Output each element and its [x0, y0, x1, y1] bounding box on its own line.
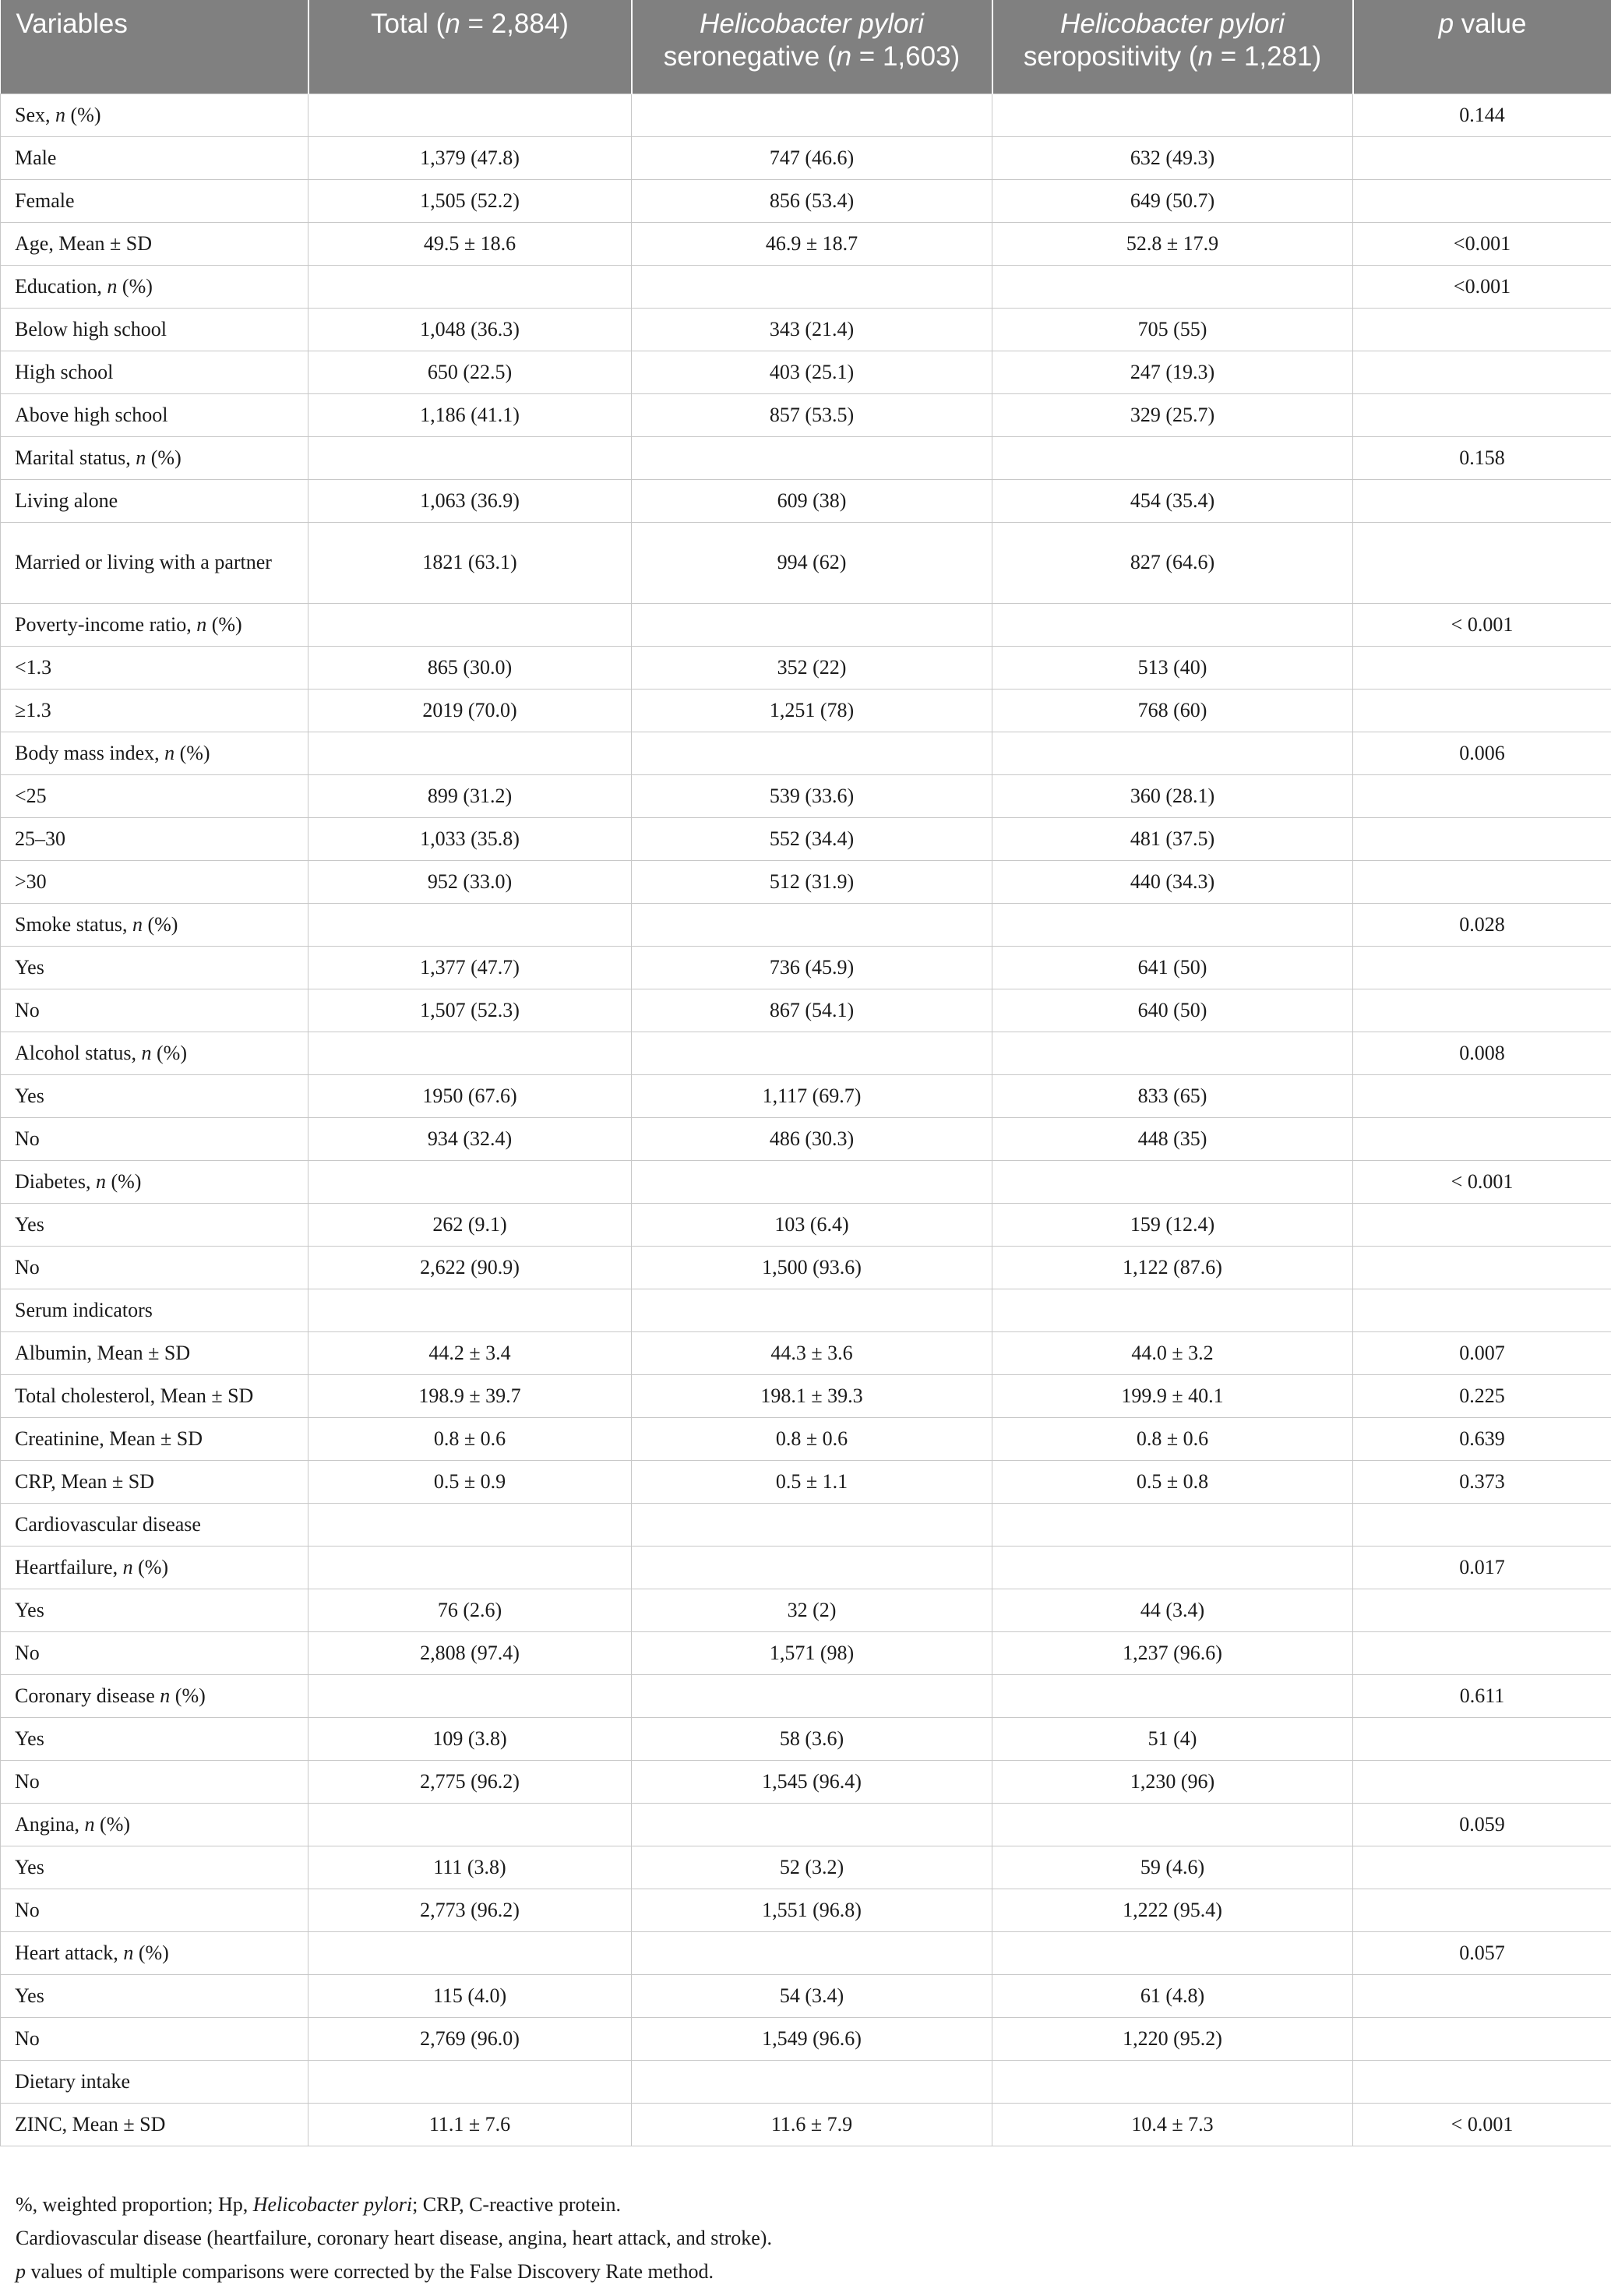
p-value-cell — [1353, 1503, 1611, 1546]
total-cell: 2,775 (96.2) — [308, 1760, 632, 1803]
p-value-cell — [1353, 1117, 1611, 1160]
p-value-cell: 0.225 — [1353, 1374, 1611, 1417]
variable-label: Diabetes, n (%) — [1, 1160, 308, 1203]
total-cell — [308, 1289, 632, 1331]
p-value-cell: 0.144 — [1353, 93, 1611, 136]
variable-label: Below high school — [1, 308, 308, 351]
seropositivity-cell: 247 (19.3) — [992, 351, 1353, 393]
table-row — [1, 1803, 1611, 1846]
variable-label: High school — [1, 351, 308, 393]
total-cell: 2,773 (96.2) — [308, 1889, 632, 1931]
p-value-cell: < 0.001 — [1353, 2103, 1611, 2146]
table-row — [1, 2103, 1611, 2146]
seropositivity-cell: 1,222 (95.4) — [992, 1889, 1353, 1931]
seropositivity-cell: 448 (35) — [992, 1117, 1353, 1160]
seronegative-cell: 1,551 (96.8) — [632, 1889, 992, 1931]
seropositivity-cell: 52.8 ± 17.9 — [992, 222, 1353, 265]
total-cell — [308, 436, 632, 479]
total-cell: 0.8 ± 0.6 — [308, 1417, 632, 1460]
table-row — [1, 522, 1611, 603]
total-cell — [308, 1803, 632, 1846]
footnotes — [16, 2188, 772, 2288]
seropositivity-cell — [992, 2060, 1353, 2103]
table-row — [1, 1117, 1611, 1160]
seropositivity-cell: 51 (4) — [992, 1717, 1353, 1760]
table-row — [1, 989, 1611, 1032]
p-value-cell: 0.059 — [1353, 1803, 1611, 1846]
seropositivity-cell: 360 (28.1) — [992, 774, 1353, 817]
table-row — [1, 93, 1611, 136]
seronegative-cell: 1,549 (96.6) — [632, 2017, 992, 2060]
p-value-cell — [1353, 2060, 1611, 2103]
seropositivity-cell: 199.9 ± 40.1 — [992, 1374, 1353, 1417]
total-cell: 2019 (70.0) — [308, 689, 632, 732]
variable-label: Poverty-income ratio, n (%) — [1, 603, 308, 646]
header-variables: Variables — [1, 0, 308, 93]
total-cell: 76 (2.6) — [308, 1589, 632, 1631]
seropositivity-cell: 0.8 ± 0.6 — [992, 1417, 1353, 1460]
table-row — [1, 1503, 1611, 1546]
p-value-cell — [1353, 393, 1611, 436]
seropositivity-cell: 44.0 ± 3.2 — [992, 1331, 1353, 1374]
seropositivity-cell: 649 (50.7) — [992, 179, 1353, 222]
seropositivity-cell: 768 (60) — [992, 689, 1353, 732]
p-value-cell — [1353, 1631, 1611, 1674]
total-cell: 1,033 (35.8) — [308, 817, 632, 860]
variable-label: No — [1, 1117, 308, 1160]
seronegative-cell: 1,117 (69.7) — [632, 1074, 992, 1117]
variable-label: Serum indicators — [1, 1289, 308, 1331]
p-value-cell — [1353, 179, 1611, 222]
header-seropositivity: Helicobacter pylori seropositivity (n = 1,281) — [992, 0, 1353, 93]
total-cell — [308, 732, 632, 774]
table-row — [1, 136, 1611, 179]
seronegative-cell: 552 (34.4) — [632, 817, 992, 860]
seropositivity-cell — [992, 1032, 1353, 1074]
total-cell: 111 (3.8) — [308, 1846, 632, 1889]
table-row — [1, 1246, 1611, 1289]
total-cell: 262 (9.1) — [308, 1203, 632, 1246]
table-row — [1, 351, 1611, 393]
table-row — [1, 603, 1611, 646]
seronegative-cell — [632, 1803, 992, 1846]
table-row — [1, 1589, 1611, 1631]
variable-label: Living alone — [1, 479, 308, 522]
p-value-cell: < 0.001 — [1353, 603, 1611, 646]
total-cell — [308, 1546, 632, 1589]
variable-label: Yes — [1, 946, 308, 989]
variable-label: Sex, n (%) — [1, 93, 308, 136]
p-value-cell — [1353, 1889, 1611, 1931]
seronegative-cell: 736 (45.9) — [632, 946, 992, 989]
total-cell — [308, 603, 632, 646]
total-cell: 1,507 (52.3) — [308, 989, 632, 1032]
total-cell: 49.5 ± 18.6 — [308, 222, 632, 265]
table-row — [1, 393, 1611, 436]
p-value-cell — [1353, 308, 1611, 351]
seropositivity-cell: 159 (12.4) — [992, 1203, 1353, 1246]
table-row — [1, 2017, 1611, 2060]
table-row — [1, 1203, 1611, 1246]
seropositivity-cell: 59 (4.6) — [992, 1846, 1353, 1889]
p-value-cell — [1353, 2017, 1611, 2060]
p-value-cell — [1353, 774, 1611, 817]
table-row — [1, 265, 1611, 308]
table-row — [1, 1631, 1611, 1674]
seronegative-cell: 58 (3.6) — [632, 1717, 992, 1760]
total-cell: 1,505 (52.2) — [308, 179, 632, 222]
p-value-cell — [1353, 1203, 1611, 1246]
table-row — [1, 1074, 1611, 1117]
seronegative-cell: 11.6 ± 7.9 — [632, 2103, 992, 2146]
p-value-cell: 0.028 — [1353, 903, 1611, 946]
total-cell: 934 (32.4) — [308, 1117, 632, 1160]
variable-label: Dietary intake — [1, 2060, 308, 2103]
total-cell: 2,622 (90.9) — [308, 1246, 632, 1289]
p-value-cell — [1353, 646, 1611, 689]
seropositivity-cell — [992, 1931, 1353, 1974]
header-seronegative: Helicobacter pylori seronegative (n = 1,603) — [632, 0, 992, 93]
variable-label: Yes — [1, 1203, 308, 1246]
table-row — [1, 1974, 1611, 2017]
seropositivity-cell — [992, 732, 1353, 774]
seropositivity-cell: 833 (65) — [992, 1074, 1353, 1117]
seropositivity-cell: 0.5 ± 0.8 — [992, 1460, 1353, 1503]
seronegative-cell: 856 (53.4) — [632, 179, 992, 222]
seronegative-cell — [632, 1546, 992, 1589]
variable-label: Heartfailure, n (%) — [1, 1546, 308, 1589]
table-row — [1, 179, 1611, 222]
variable-label: Alcohol status, n (%) — [1, 1032, 308, 1074]
p-value-cell — [1353, 1589, 1611, 1631]
seronegative-cell: 486 (30.3) — [632, 1117, 992, 1160]
variable-label: No — [1, 2017, 308, 2060]
footnote-fdr: p values of multiple comparisons were corrected by the False Discovery Rate method. — [16, 2260, 714, 2283]
variable-label: No — [1, 989, 308, 1032]
seropositivity-cell: 1,237 (96.6) — [992, 1631, 1353, 1674]
variable-label: ZINC, Mean ± SD — [1, 2103, 308, 2146]
p-value-cell: 0.017 — [1353, 1546, 1611, 1589]
total-cell: 1821 (63.1) — [308, 522, 632, 603]
variable-label: No — [1, 1246, 308, 1289]
total-cell: 2,769 (96.0) — [308, 2017, 632, 2060]
variable-label: Coronary disease n (%) — [1, 1674, 308, 1717]
table-row — [1, 2060, 1611, 2103]
table-row — [1, 946, 1611, 989]
table-row — [1, 436, 1611, 479]
header-p-value: p value — [1353, 0, 1611, 93]
seronegative-cell — [632, 1503, 992, 1546]
total-cell — [308, 2060, 632, 2103]
p-value-cell: 0.057 — [1353, 1931, 1611, 1974]
total-cell: 952 (33.0) — [308, 860, 632, 903]
p-value-cell: 0.008 — [1353, 1032, 1611, 1074]
total-cell: 115 (4.0) — [308, 1974, 632, 2017]
total-cell: 44.2 ± 3.4 — [308, 1331, 632, 1374]
table-row — [1, 1032, 1611, 1074]
p-value-cell — [1353, 860, 1611, 903]
p-value-cell — [1353, 1717, 1611, 1760]
p-value-cell: 0.006 — [1353, 732, 1611, 774]
table-row — [1, 1674, 1611, 1717]
table-row — [1, 1460, 1611, 1503]
total-cell — [308, 903, 632, 946]
seropositivity-cell: 44 (3.4) — [992, 1589, 1353, 1631]
table-row — [1, 774, 1611, 817]
seropositivity-cell — [992, 1674, 1353, 1717]
header-row — [1, 0, 1611, 93]
variable-label: No — [1, 1631, 308, 1674]
total-cell — [308, 1503, 632, 1546]
p-value-cell — [1353, 989, 1611, 1032]
p-value-cell — [1353, 1846, 1611, 1889]
seronegative-cell — [632, 2060, 992, 2103]
variable-label: CRP, Mean ± SD — [1, 1460, 308, 1503]
variable-label: Yes — [1, 1717, 308, 1760]
header-total: Total (n = 2,884) — [308, 0, 632, 93]
table-row — [1, 903, 1611, 946]
seropositivity-cell — [992, 1289, 1353, 1331]
variable-label: Education, n (%) — [1, 265, 308, 308]
total-cell — [308, 1931, 632, 1974]
total-cell: 899 (31.2) — [308, 774, 632, 817]
total-cell: 109 (3.8) — [308, 1717, 632, 1760]
variable-label: <25 — [1, 774, 308, 817]
seropositivity-cell — [992, 436, 1353, 479]
p-value-cell — [1353, 946, 1611, 989]
variable-label: ≥1.3 — [1, 689, 308, 732]
seronegative-cell — [632, 1160, 992, 1203]
seropositivity-cell — [992, 1160, 1353, 1203]
seropositivity-cell: 454 (35.4) — [992, 479, 1353, 522]
total-cell: 650 (22.5) — [308, 351, 632, 393]
seropositivity-cell: 827 (64.6) — [992, 522, 1353, 603]
seronegative-cell: 0.5 ± 1.1 — [632, 1460, 992, 1503]
seropositivity-cell — [992, 93, 1353, 136]
table-row — [1, 1331, 1611, 1374]
seronegative-cell — [632, 903, 992, 946]
variable-label: Creatinine, Mean ± SD — [1, 1417, 308, 1460]
seropositivity-cell — [992, 1503, 1353, 1546]
table-row — [1, 732, 1611, 774]
variable-label: No — [1, 1889, 308, 1931]
variable-label: Smoke status, n (%) — [1, 903, 308, 946]
variable-label: Yes — [1, 1974, 308, 2017]
seronegative-cell — [632, 265, 992, 308]
seronegative-cell: 54 (3.4) — [632, 1974, 992, 2017]
total-cell — [308, 93, 632, 136]
seronegative-cell — [632, 732, 992, 774]
seronegative-cell: 994 (62) — [632, 522, 992, 603]
total-cell — [308, 1674, 632, 1717]
table-row — [1, 1374, 1611, 1417]
seropositivity-cell — [992, 1546, 1353, 1589]
table-row — [1, 646, 1611, 689]
total-cell: 1,186 (41.1) — [308, 393, 632, 436]
table-row — [1, 1160, 1611, 1203]
seronegative-cell: 539 (33.6) — [632, 774, 992, 817]
total-cell: 1,063 (36.9) — [308, 479, 632, 522]
table-row — [1, 1760, 1611, 1803]
seropositivity-cell: 481 (37.5) — [992, 817, 1353, 860]
total-cell: 1950 (67.6) — [308, 1074, 632, 1117]
seronegative-cell — [632, 93, 992, 136]
seropositivity-cell: 1,230 (96) — [992, 1760, 1353, 1803]
variable-label: Female — [1, 179, 308, 222]
total-cell: 1,379 (47.8) — [308, 136, 632, 179]
p-value-cell: 0.158 — [1353, 436, 1611, 479]
variable-label: 25–30 — [1, 817, 308, 860]
seropositivity-cell: 705 (55) — [992, 308, 1353, 351]
seronegative-cell: 609 (38) — [632, 479, 992, 522]
seronegative-cell: 747 (46.6) — [632, 136, 992, 179]
seronegative-cell: 1,251 (78) — [632, 689, 992, 732]
footnote-abbreviations: %, weighted proportion; Hp, Helicobacter pylori; CRP, C-reactive protein. — [16, 2193, 621, 2216]
table-row — [1, 1546, 1611, 1589]
table-row — [1, 817, 1611, 860]
seronegative-cell: 1,545 (96.4) — [632, 1760, 992, 1803]
table-body — [1, 93, 1611, 2146]
seropositivity-cell: 641 (50) — [992, 946, 1353, 989]
seropositivity-cell: 440 (34.3) — [992, 860, 1353, 903]
seronegative-cell: 512 (31.9) — [632, 860, 992, 903]
seronegative-cell: 343 (21.4) — [632, 308, 992, 351]
variable-label: Yes — [1, 1846, 308, 1889]
table-row — [1, 1889, 1611, 1931]
variable-label: Marital status, n (%) — [1, 436, 308, 479]
p-value-cell — [1353, 1074, 1611, 1117]
seropositivity-cell: 10.4 ± 7.3 — [992, 2103, 1353, 2146]
total-cell: 2,808 (97.4) — [308, 1631, 632, 1674]
seronegative-cell: 0.8 ± 0.6 — [632, 1417, 992, 1460]
table-row — [1, 1289, 1611, 1331]
p-value-cell — [1353, 522, 1611, 603]
variable-label: Albumin, Mean ± SD — [1, 1331, 308, 1374]
table-row — [1, 479, 1611, 522]
footnote-cardiovascular: Cardiovascular disease (heartfailure, coronary heart disease, angina, heart attack, and stroke). — [16, 2227, 772, 2249]
table-row — [1, 222, 1611, 265]
seronegative-cell: 198.1 ± 39.3 — [632, 1374, 992, 1417]
seronegative-cell — [632, 1674, 992, 1717]
seropositivity-cell — [992, 903, 1353, 946]
table-row — [1, 689, 1611, 732]
table-row — [1, 1417, 1611, 1460]
seropositivity-cell: 329 (25.7) — [992, 393, 1353, 436]
total-cell: 11.1 ± 7.6 — [308, 2103, 632, 2146]
variable-label: Male — [1, 136, 308, 179]
seropositivity-cell: 640 (50) — [992, 989, 1353, 1032]
variable-label: No — [1, 1760, 308, 1803]
p-value-cell — [1353, 1289, 1611, 1331]
seronegative-cell: 1,571 (98) — [632, 1631, 992, 1674]
seronegative-cell — [632, 1289, 992, 1331]
seropositivity-cell: 61 (4.8) — [992, 1974, 1353, 2017]
seronegative-cell: 1,500 (93.6) — [632, 1246, 992, 1289]
seronegative-cell: 32 (2) — [632, 1589, 992, 1631]
seronegative-cell: 352 (22) — [632, 646, 992, 689]
variable-label: >30 — [1, 860, 308, 903]
variable-label: Angina, n (%) — [1, 1803, 308, 1846]
table-row — [1, 1846, 1611, 1889]
variable-label: Age, Mean ± SD — [1, 222, 308, 265]
seronegative-cell — [632, 603, 992, 646]
seronegative-cell — [632, 1931, 992, 1974]
table-row — [1, 1717, 1611, 1760]
total-cell: 1,377 (47.7) — [308, 946, 632, 989]
table-row — [1, 1931, 1611, 1974]
total-cell: 865 (30.0) — [308, 646, 632, 689]
table-row — [1, 308, 1611, 351]
variable-label: Body mass index, n (%) — [1, 732, 308, 774]
seropositivity-cell: 513 (40) — [992, 646, 1353, 689]
table-row — [1, 860, 1611, 903]
seronegative-cell: 52 (3.2) — [632, 1846, 992, 1889]
seronegative-cell — [632, 1032, 992, 1074]
total-cell: 1,048 (36.3) — [308, 308, 632, 351]
variable-label: Above high school — [1, 393, 308, 436]
seronegative-cell: 403 (25.1) — [632, 351, 992, 393]
seropositivity-cell: 632 (49.3) — [992, 136, 1353, 179]
seronegative-cell — [632, 436, 992, 479]
p-value-cell — [1353, 351, 1611, 393]
variable-label: Married or living with a partner — [1, 522, 308, 603]
p-value-cell — [1353, 1974, 1611, 2017]
p-value-cell — [1353, 136, 1611, 179]
p-value-cell: <0.001 — [1353, 265, 1611, 308]
seronegative-cell: 46.9 ± 18.7 — [632, 222, 992, 265]
p-value-cell: < 0.001 — [1353, 1160, 1611, 1203]
variable-label: Yes — [1, 1589, 308, 1631]
p-value-cell: <0.001 — [1353, 222, 1611, 265]
seropositivity-cell — [992, 265, 1353, 308]
variable-label: Yes — [1, 1074, 308, 1117]
variable-label: Total cholesterol, Mean ± SD — [1, 1374, 308, 1417]
total-cell: 198.9 ± 39.7 — [308, 1374, 632, 1417]
seronegative-cell: 867 (54.1) — [632, 989, 992, 1032]
seronegative-cell: 103 (6.4) — [632, 1203, 992, 1246]
total-cell: 0.5 ± 0.9 — [308, 1460, 632, 1503]
p-value-cell: 0.373 — [1353, 1460, 1611, 1503]
p-value-cell: 0.639 — [1353, 1417, 1611, 1460]
p-value-cell — [1353, 1246, 1611, 1289]
p-value-cell — [1353, 817, 1611, 860]
p-value-cell: 0.007 — [1353, 1331, 1611, 1374]
p-value-cell: 0.611 — [1353, 1674, 1611, 1717]
seropositivity-cell: 1,122 (87.6) — [992, 1246, 1353, 1289]
p-value-cell — [1353, 1760, 1611, 1803]
total-cell — [308, 1160, 632, 1203]
seronegative-cell: 44.3 ± 3.6 — [632, 1331, 992, 1374]
seropositivity-cell — [992, 603, 1353, 646]
p-value-cell — [1353, 479, 1611, 522]
variable-label: Cardiovascular disease — [1, 1503, 308, 1546]
p-value-cell — [1353, 689, 1611, 732]
seropositivity-cell: 1,220 (95.2) — [992, 2017, 1353, 2060]
total-cell — [308, 1032, 632, 1074]
seropositivity-cell — [992, 1803, 1353, 1846]
variable-label: <1.3 — [1, 646, 308, 689]
variable-label: Heart attack, n (%) — [1, 1931, 308, 1974]
total-cell — [308, 265, 632, 308]
seronegative-cell: 857 (53.5) — [632, 393, 992, 436]
